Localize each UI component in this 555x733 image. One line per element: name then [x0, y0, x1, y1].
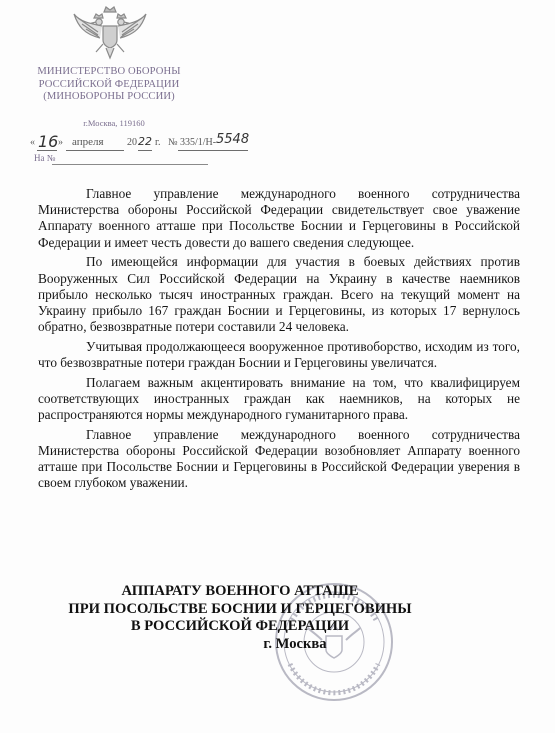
- registration-line: [30, 132, 250, 152]
- year-suffix: 22: [138, 135, 152, 148]
- year-underline: [138, 150, 152, 151]
- addressee-line-3: В РОССИЙСКОЙ ФЕДЕРАЦИИ: [130, 618, 350, 634]
- addressee-line-1: АППАРАТУ ВОЕННОГО АТТАШЕ: [121, 583, 359, 599]
- ministry-line-2: РОССИЙСКОЙ ФЕДЕРАЦИИ: [38, 78, 180, 90]
- number-underline: [178, 150, 248, 151]
- quote-open: «: [30, 137, 35, 148]
- addressee-city: г. Москва: [263, 635, 327, 652]
- addressee-line-2: ПРИ ПОСОЛЬСТВЕ БОСНИИ И ГЕРЦЕГОВИНЫ: [68, 600, 412, 617]
- ministry-title: [34, 66, 184, 104]
- month-underline: [66, 150, 124, 151]
- ministry-line-3: (МИНОБОРОНЫ РОССИИ): [43, 91, 175, 102]
- double-headed-eagle-icon: [70, 4, 150, 62]
- paragraph: Главное управление международного военного сотрудничества Министерства обороны Российской Федерации возобновляет Аппарату военного атташе при Посольстве Боснии и Герцеговины в Российской Федерации уверения в своем глубоком уважении.: [38, 426, 520, 491]
- year-prefix: 20: [127, 137, 137, 148]
- handwritten-day: 16: [38, 132, 59, 151]
- document-number: 335/1/Н-: [180, 137, 217, 148]
- day-underline: [37, 150, 57, 151]
- paragraph: Главное управление международного военного сотрудничества Министерства обороны Российской Федерации свидетельствует свое уважение Аппарату военного атташе при Посольстве Боснии и Герцеговины в Российской Федерации и имеет честь довести до вашего сведения следующее.: [38, 186, 520, 250]
- ministry-address: г.Москва, 119160: [83, 118, 145, 128]
- paragraph: По имеющейся информации для участия в боевых действиях против Вооруженных Сил Российской Федерации на Украину в качестве наемников прибыло несколько тысяч иностранных граждан. Всего на текущий момент на Украину прибыло 167 граждан Боснии и Герцеговины, из которых 17 вернулось обратно, безвозвратные потери составили 24 человека.: [38, 254, 520, 335]
- year-unit: г.: [155, 137, 161, 148]
- quote-close: »: [58, 137, 63, 148]
- letter-body: [38, 186, 520, 495]
- number-sign: №: [168, 137, 178, 148]
- addressee-block: [40, 583, 440, 653]
- reference-label: На №: [34, 153, 56, 163]
- ministry-line-1: МИНИСТЕРСТВО ОБОРОНЫ: [37, 66, 181, 77]
- paragraph: Учитывая продолжающееся вооруженное противоборство, исходим из того, что безвозвратные потери граждан Боснии и Герцеговины увеличатся.: [38, 338, 520, 371]
- reference-underline: [52, 164, 208, 165]
- month: апреля: [72, 136, 104, 148]
- reference-line: [34, 153, 55, 163]
- paragraph: Полагаем важным акцентировать внимание на том, что квалифицируем соответствующих иностранных граждан как наемников, на которых не распространяются нормы международного гуманитарного права.: [38, 374, 520, 423]
- handwritten-number: 5548: [216, 132, 250, 147]
